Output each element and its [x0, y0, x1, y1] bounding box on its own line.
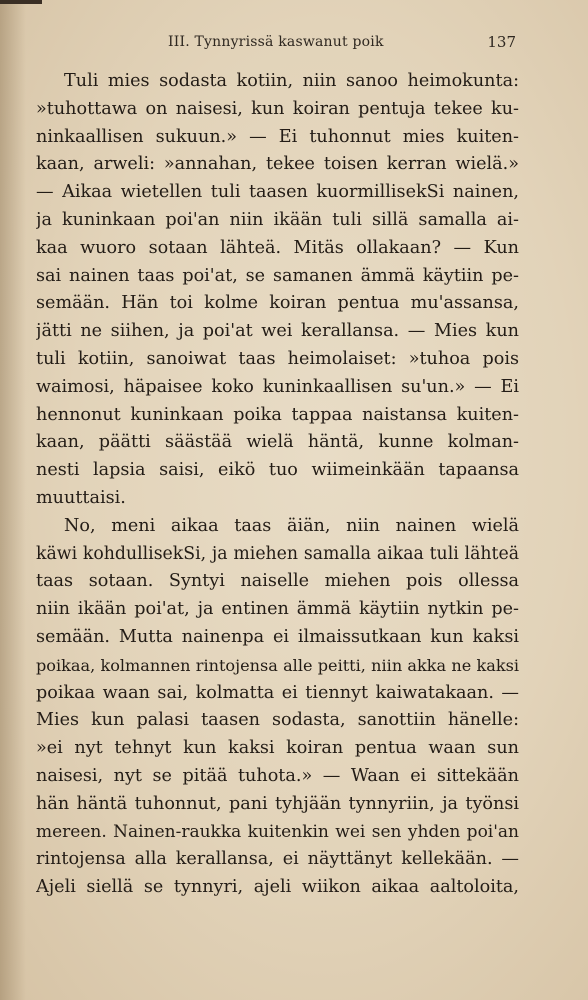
text-line: poikaa, kolmannen rintojensa alle peitti, niin akka ne kaksi [36, 655, 519, 675]
text-line: taas sotaan. Syntyi naiselle miehen pois ollessa [36, 571, 519, 592]
text-line: käwi kohdullisekSi, ja miehen samalla aikaa tuli lähteä [36, 543, 519, 564]
text-line: ninkaallisen sukuun.» — Ei tuhonnut mies kuiten- [36, 126, 519, 147]
text-line: kaa wuoro sotaan lähteä. Mitäs ollakaan? — Kun [36, 237, 519, 258]
text-line: poikaa waan sai, kolmatta ei tiennyt kaiwatakaan. — [36, 682, 519, 703]
text-line: Tuli mies sodasta kotiin, niin sanoo heimokunta: [64, 71, 519, 91]
text-line: »ei nyt tehnyt kun kaksi koiran pentua waan sun [36, 738, 519, 759]
text-line: muuttaisi. [36, 487, 126, 508]
text-line: waimosi, häpaisee koko kuninkaallisen su'un.» — Ei [36, 376, 519, 397]
text-line: sai nainen taas poi'at, se samanen ämmä käytiin pe- [36, 265, 519, 286]
page-number: 137 [487, 33, 516, 51]
body-text [36, 68, 519, 902]
text-line: »tuhottawa on naisesi, kun koiran pentuja tekee ku- [36, 98, 519, 119]
text-line: tuli kotiin, sanoiwat taas heimolaiset: »tuhoa pois [36, 348, 519, 369]
text-line: Ajeli siellä se tynnyri, ajeli wiikon aikaa aaltoloita, [36, 877, 519, 898]
text-line: semään. Hän toi kolme koiran pentua mu'assansa, [36, 293, 519, 314]
text-line: niin ikään poi'at, ja entinen ämmä käytiin nytkin pe- [36, 599, 519, 620]
text-line: rintojensa alla kerallansa, ei näyttänyt kellekään. — [36, 849, 519, 870]
running-title: III. Tynnyrissä kaswanut poik [168, 34, 384, 50]
text-line: hennonut kuninkaan poika tappaa naistansa kuiten- [36, 404, 519, 425]
text-line: — Aikaa wietellen tuli taasen kuormillisekSi nainen, [36, 182, 519, 203]
corner-mark [0, 0, 42, 4]
text-line: kaan, päätti säästää wielä häntä, kunne kolman- [36, 432, 519, 453]
text-line: kaan, arweli: »annahan, tekee toisen kerran wielä.» [36, 154, 519, 175]
text-line: jätti ne siihen, ja poi'at wei kerallansa. — Mies kun [36, 321, 519, 342]
text-line: semään. Mutta nainenpa ei ilmaissutkaan kun kaksi [36, 626, 519, 647]
text-line: ja kuninkaan poi'an niin ikään tuli sillä samalla ai- [36, 209, 519, 230]
text-line: Mies kun palasi taasen sodasta, sanottiin hänelle: [36, 710, 519, 731]
text-line: nesti lapsia saisi, eikö tuo wiimeinkään tapaansa [36, 460, 519, 481]
text-line: No, meni aikaa taas äiän, niin nainen wielä [64, 515, 519, 536]
text-line: hän häntä tuhonnut, pani tyhjään tynnyriin, ja työnsi [36, 793, 519, 814]
text-line: mereen. Nainen-raukka kuitenkin wei sen yhden poi'an [36, 821, 519, 842]
text-line: naisesi, nyt se pitää tuhota.» — Waan ei sittekään [36, 765, 519, 786]
spine-shadow [0, 0, 26, 1000]
